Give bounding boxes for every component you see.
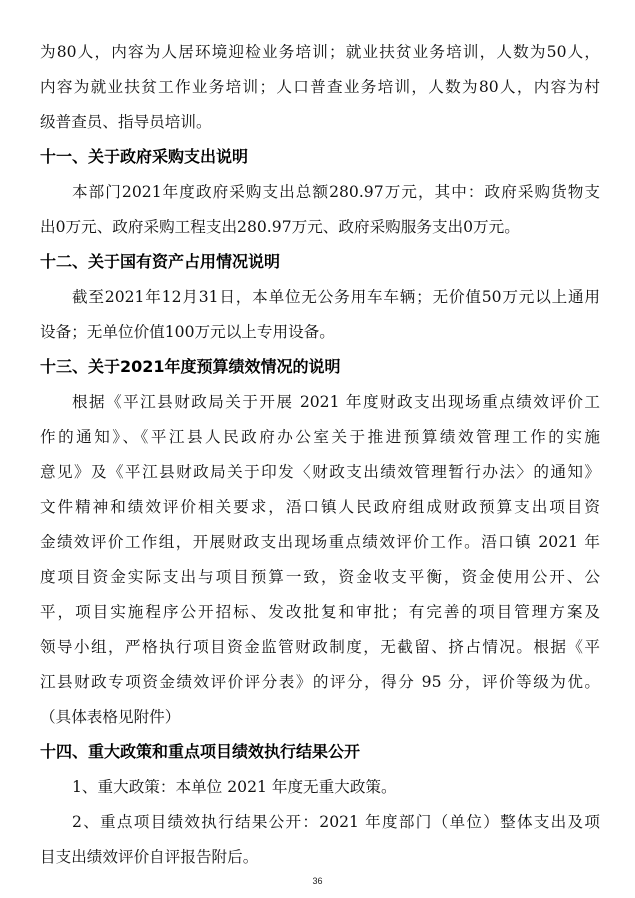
section-12-heading: 十二、关于国有资产占用情况说明 <box>40 252 281 271</box>
section-13-line-4: 文件精神和绩效评价相关要求，浯口镇人民政府组成财政预算支出项目资 <box>40 498 600 516</box>
section-14-item-2-line-1: 2、重点项目绩效执行结果公开：2021 年度部门（单位）整体支出及项 <box>72 813 600 831</box>
section-11-heading: 十一、关于政府采购支出说明 <box>40 147 249 166</box>
section-13-line-10: （具体表格见附件） <box>40 708 181 726</box>
section-14-item-2-line-2: 目支出绩效评价自评报告附后。 <box>40 848 259 866</box>
section-13-line-3: 意见》及《平江县财政局关于印发〈财政支出绩效管理暂行办法〉的通知》 <box>40 463 600 481</box>
intro-line-3: 级普查员、指导员培训。 <box>40 113 212 131</box>
section-12-line-2: 设备；无单位价值100万元以上专用设备。 <box>40 323 335 341</box>
intro-line-2: 内容为就业扶贫工作业务培训；人口普查业务培训，人数为80人，内容为村 <box>40 78 600 96</box>
section-13-line-6: 度项目资金实际支出与项目预算一致，资金收支平衡，资金使用公开、公 <box>40 568 600 586</box>
section-13-line-2: 作的通知》、《平江县人民政府办公室关于推进预算绩效管理工作的实施 <box>40 428 600 446</box>
page-number: 36 <box>312 876 323 886</box>
section-14-heading: 十四、重大政策和重点项目绩效执行结果公开 <box>40 742 361 761</box>
section-12-line-1: 截至2021年12月31日，本单位无公务用车车辆；无价值50万元以上通用 <box>72 288 600 306</box>
section-13-line-7: 平，项目实施程序公开招标、发改批复和审批；有完善的项目管理方案及 <box>40 603 600 621</box>
section-11-line-1: 本部门2021年度政府采购支出总额280.97万元，其中：政府采购货物支 <box>72 183 600 201</box>
section-13-line-5: 金绩效评价工作组，开展财政支出现场重点绩效评价工作。浯口镇 2021 年 <box>40 533 600 551</box>
section-13-line-8: 领导小组，严格执行项目资金监管财政制度，无截留、挤占情况。根据《平 <box>40 638 600 656</box>
section-14-item-1: 1、重大政策：本单位 2021 年度无重大政策。 <box>72 778 397 796</box>
section-13-line-1: 根据《平江县财政局关于开展 2021 年度财政支出现场重点绩效评价工 <box>72 393 600 411</box>
section-13-heading: 十三、关于2021年度预算绩效情况的说明 <box>40 357 341 376</box>
section-11-line-2: 出0万元、政府采购工程支出280.97万元、政府采购服务支出0万元。 <box>40 218 520 236</box>
intro-line-1: 为80人，内容为人居环境迎检业务培训；就业扶贫业务培训，人数为50人， <box>40 43 600 61</box>
section-13-line-9: 江县财政专项资金绩效评价评分表》的评分，得分 95 分，评价等级为优。 <box>40 673 600 691</box>
